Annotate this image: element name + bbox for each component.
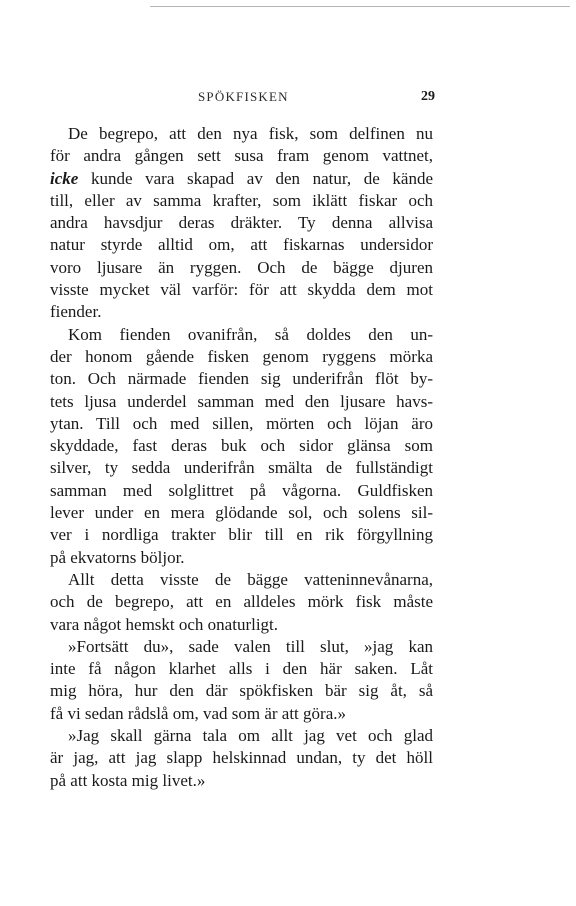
text-line: vara något hemskt och onaturligt.: [50, 614, 279, 634]
text-line: på att kosta mig livet.»: [50, 770, 206, 790]
text-line: Kom fienden ovanifrån, så doldes den un-: [68, 324, 433, 344]
text-line: andra havsdjur deras dräkter. Ty denna allvisa: [50, 213, 433, 233]
text-line: der honom gående fisken genom ryggens mörka: [50, 346, 433, 366]
text-line: [50, 168, 433, 190]
text-line: samman med solglittret på vågorna. Guldfisken: [50, 480, 433, 500]
text-line: till, eller av samma krafter, som iklätt fiskar och: [50, 190, 433, 210]
text-line: på ekvatorns böljor.: [50, 547, 185, 567]
text-line: ytan. Till och med sillen, mörten och löjan äro: [50, 413, 433, 433]
text-line: och de begrepo, att en alldeles mörk fisk måste: [50, 592, 433, 612]
body-text: [50, 123, 433, 792]
text-line: natur styrde alltid om, att fiskarnas undersidor: [50, 235, 433, 255]
top-edge-rule: [150, 6, 570, 7]
text-line: »Fortsätt du», sade valen till slut, »jag kan: [68, 636, 433, 656]
text-line: inte få någon klarhet alls i den här saken. Låt: [50, 659, 433, 679]
text-line: få vi sedan rådslå om, vad som är att göra.»: [50, 703, 346, 723]
page-number: 29: [421, 89, 435, 104]
text-line: mig höra, hur den där spökfisken bär sig åt, så: [50, 681, 433, 701]
text-line: för andra gången sett susa fram genom vattnet,: [50, 146, 433, 166]
text-line: voro ljusare än ryggen. Och de bägge djuren: [50, 257, 433, 277]
text-line-rest: kunde vara skapad av den natur, de kände: [78, 168, 433, 188]
text-line: fiender.: [50, 302, 102, 322]
text-line: De begrepo, att den nya fisk, som delfinen nu: [68, 124, 433, 143]
text-line: är jag, att jag slapp helskinnad undan, ty det höll: [50, 748, 433, 768]
running-title: SPÖKFISKEN: [198, 89, 289, 104]
text-line: skyddade, fast deras buk och sidor glänsa som: [50, 436, 433, 456]
text-line: Allt detta visste de bägge vatteninnevånarna,: [68, 569, 433, 589]
text-line: tets ljusa underdel samman med den ljusare havs-: [50, 391, 433, 411]
text-line: ton. Och närmade fienden sig underifrån flöt by-: [50, 369, 433, 389]
text-line: »Jag skall gärna tala om allt jag vet och glad: [68, 726, 433, 746]
emphasized-word: icke: [50, 168, 79, 188]
text-line: ver i nordliga trakter blir till en rik förgyllning: [50, 525, 433, 545]
text-line: visste mycket väl varför: för att skydda dem mot: [50, 280, 433, 300]
text-line: silver, ty sedda underifrån smälta de fullständigt: [50, 458, 433, 478]
text-line: lever under en mera glödande sol, och solens sil-: [50, 503, 433, 523]
running-head: [0, 89, 576, 105]
